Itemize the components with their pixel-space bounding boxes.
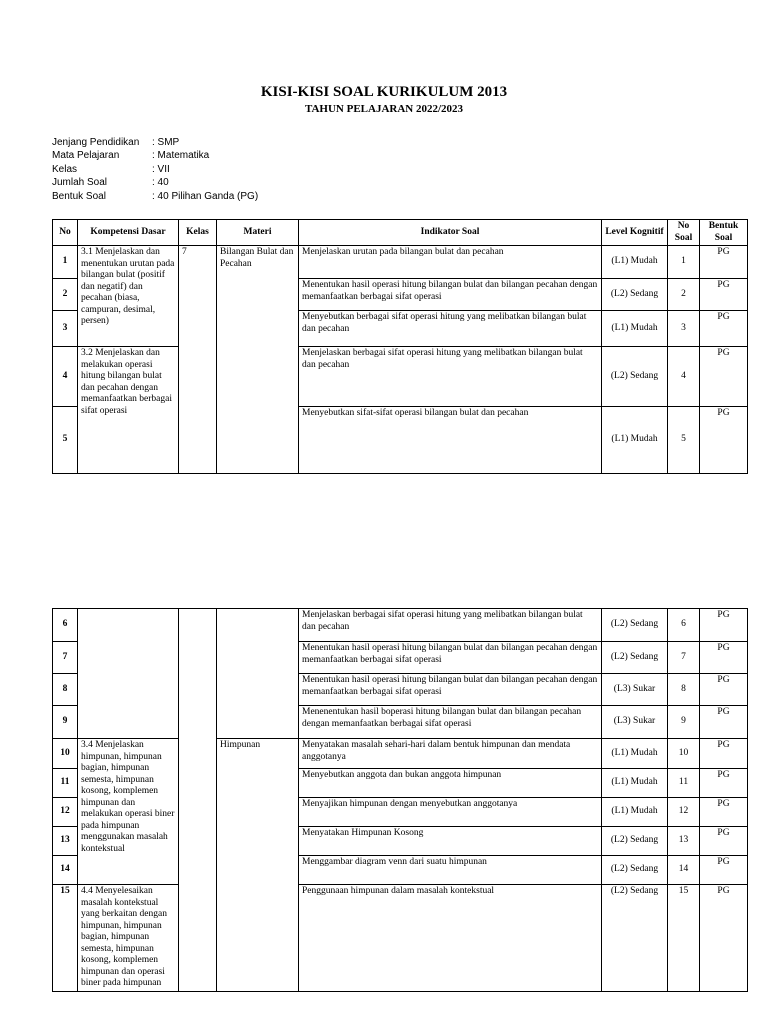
cell-bentuk: PG <box>700 407 748 474</box>
info-label: Bentuk Soal <box>52 190 106 202</box>
info-label: Mata Pelajaran <box>52 150 120 162</box>
cell-level: (L1) Mudah <box>602 311 668 347</box>
cell-no: 10 <box>53 739 78 769</box>
cell-indikator: Menyatakan masalah sehari-hari dalam bentuk himpunan dan mendata anggotanya <box>299 739 602 769</box>
cell-level: (L1) Mudah <box>602 769 668 798</box>
cell-no: 15 <box>53 885 78 992</box>
cell-indikator: Menentukan hasil operasi hitung bilangan bulat dan bilangan pecahan dengan memanfaatkan berbagai sifat operasi <box>299 279 602 311</box>
info-value: : 40 Pilihan Ganda (PG) <box>152 190 259 202</box>
info-block <box>52 136 258 203</box>
cell-indikator: Menjelaskan urutan pada bilangan bulat dan pecahan <box>299 246 602 279</box>
cell-no: 14 <box>53 856 78 885</box>
cell-indikator: Menyatakan Himpunan Kosong <box>299 827 602 856</box>
cell-kd: 3.4 Menjelaskan himpunan, himpunan bagian, himpunan semesta, himpunan kosong, komplemen himpunan dan melakukan operasi biner pada himpunan menggunakan masalah kontekstual <box>78 739 179 885</box>
info-row <box>52 136 258 149</box>
cell-nosoal: 11 <box>668 769 700 798</box>
cell-indikator: Menyebutkan sifat-sifat operasi bilangan bulat dan pecahan <box>299 407 602 474</box>
cell-indikator: Menjelaskan berbagai sifat operasi hitung yang melibatkan bilangan bulat dan pecahan <box>299 347 602 407</box>
kisi-table-page2 <box>52 608 748 992</box>
cell-bentuk: PG <box>700 642 748 674</box>
cell-nosoal: 13 <box>668 827 700 856</box>
cell-bentuk: PG <box>700 609 748 642</box>
info-label: Kelas <box>52 163 78 175</box>
info-value: : Matematika <box>152 150 210 162</box>
header-materi: Materi <box>217 220 299 246</box>
cell-level: (L1) Mudah <box>602 246 668 279</box>
cell-bentuk: PG <box>700 674 748 706</box>
cell-kd <box>78 609 179 739</box>
header-no: No <box>53 220 78 246</box>
cell-no: 7 <box>53 642 78 674</box>
cell-level: (L2) Sedang <box>602 885 668 992</box>
cell-level: (L1) Mudah <box>602 407 668 474</box>
info-value: : VII <box>152 163 170 175</box>
cell-indikator: Menyebutkan anggota dan bukan anggota himpunan <box>299 769 602 798</box>
cell-indikator: Menjelaskan berbagai sifat operasi hitung yang melibatkan bilangan bulat dan pecahan <box>299 609 602 642</box>
cell-bentuk: PG <box>700 279 748 311</box>
cell-nosoal: 4 <box>668 347 700 407</box>
cell-nosoal: 1 <box>668 246 700 279</box>
cell-indikator: Menggambar diagram venn dari suatu himpunan <box>299 856 602 885</box>
info-row <box>52 190 258 203</box>
table-row <box>53 885 748 992</box>
cell-indikator: Menentukan hasil operasi hitung bilangan bulat dan bilangan pecahan dengan memanfaatkan berbagai sifat operasi <box>299 642 602 674</box>
cell-kd: 4.4 Menyelesaikan masalah kontekstual yang berkaitan dengan himpunan, himpunan bagian, himpunan semesta, himpunan kosong, komplemen himpunan dan operasi biner pada himpunan <box>78 885 179 992</box>
cell-level: (L2) Sedang <box>602 279 668 311</box>
cell-nosoal: 12 <box>668 798 700 827</box>
cell-nosoal: 14 <box>668 856 700 885</box>
cell-bentuk: PG <box>700 246 748 279</box>
cell-bentuk: PG <box>700 706 748 739</box>
cell-nosoal: 6 <box>668 609 700 642</box>
cell-nosoal: 10 <box>668 739 700 769</box>
cell-indikator: Menenentukan hasil boperasi hitung bilangan bulat dan bilangan pecahan dengan memanfaatkan berbagai sifat operasi <box>299 706 602 739</box>
cell-level: (L2) Sedang <box>602 856 668 885</box>
info-row <box>52 163 258 176</box>
cell-level: (L1) Mudah <box>602 798 668 827</box>
page-title: KISI-KISI SOAL KURIKULUM 2013 <box>260 84 508 100</box>
cell-nosoal: 3 <box>668 311 700 347</box>
header-bentuk: Bentuk Soal <box>700 220 748 246</box>
info-value: : 40 <box>152 177 169 189</box>
cell-kd: 3.1 Menjelaskan dan menentukan urutan pada bilangan bulat (positif dan negatif) dan pecahan (biasa, campuran, desimal, persen) <box>78 246 179 347</box>
cell-no: 4 <box>53 347 78 407</box>
cell-no: 5 <box>53 407 78 474</box>
cell-nosoal: 2 <box>668 279 700 311</box>
cell-indikator: Menyebutkan berbagai sifat operasi hitung yang melibatkan bilangan bulat dan pecahan <box>299 311 602 347</box>
cell-nosoal: 15 <box>668 885 700 992</box>
info-label: Jumlah Soal <box>52 177 108 189</box>
cell-indikator: Menyajikan himpunan dengan menyebutkan anggotanya <box>299 798 602 827</box>
cell-materi <box>217 609 299 739</box>
cell-kelas: 7 <box>179 246 217 474</box>
table-row <box>53 347 748 407</box>
cell-nosoal: 7 <box>668 642 700 674</box>
kisi-table-page1 <box>52 219 748 474</box>
cell-level: (L3) Sukar <box>602 674 668 706</box>
cell-bentuk: PG <box>700 798 748 827</box>
info-value: : SMP <box>152 137 180 148</box>
cell-no: 3 <box>53 311 78 347</box>
cell-indikator: Penggunaan himpunan dalam masalah kontekstual <box>299 885 602 992</box>
cell-level: (L1) Mudah <box>602 739 668 769</box>
cell-bentuk: PG <box>700 769 748 798</box>
cell-materi: Bilangan Bulat dan Pecahan <box>217 246 299 474</box>
cell-bentuk: PG <box>700 347 748 407</box>
cell-level: (L3) Sukar <box>602 706 668 739</box>
cell-materi: Himpunan <box>217 739 299 992</box>
cell-kd: 3.2 Menjelaskan dan melakukan operasi hitung bilangan bulat dan pecahan dengan memanfaatkan berbagai sifat operasi <box>78 347 179 474</box>
cell-bentuk: PG <box>700 311 748 347</box>
page-subtitle: TAHUN PELAJARAN 2022/2023 <box>304 103 464 115</box>
cell-no: 1 <box>53 246 78 279</box>
cell-no: 2 <box>53 279 78 311</box>
cell-level: (L2) Sedang <box>602 827 668 856</box>
table-row <box>53 246 748 279</box>
cell-nosoal: 5 <box>668 407 700 474</box>
info-label: Jenjang Pendidikan <box>52 137 140 148</box>
header-kd: Kompetensi Dasar <box>78 220 179 246</box>
table-header-row <box>53 220 748 246</box>
cell-no: 9 <box>53 706 78 739</box>
cell-indikator: Menentukan hasil operasi hitung bilangan bulat dan bilangan pecahan dengan memanfaatkan berbagai sifat operasi <box>299 674 602 706</box>
cell-nosoal: 9 <box>668 706 700 739</box>
info-row <box>52 149 258 162</box>
cell-no: 8 <box>53 674 78 706</box>
header-kelas: Kelas <box>179 220 217 246</box>
cell-bentuk: PG <box>700 739 748 769</box>
cell-level: (L2) Sedang <box>602 642 668 674</box>
header-nosoal: No Soal <box>668 220 700 246</box>
info-row <box>52 176 258 189</box>
cell-bentuk: PG <box>700 885 748 992</box>
cell-no: 13 <box>53 827 78 856</box>
table-row <box>53 609 748 642</box>
cell-level: (L2) Sedang <box>602 347 668 407</box>
header-level: Level Kognitif <box>602 220 668 246</box>
cell-bentuk: PG <box>700 827 748 856</box>
cell-no: 6 <box>53 609 78 642</box>
header-indikator: Indikator Soal <box>299 220 602 246</box>
cell-no: 11 <box>53 769 78 798</box>
table-row <box>53 739 748 769</box>
cell-kelas <box>179 609 217 992</box>
cell-no: 12 <box>53 798 78 827</box>
cell-nosoal: 8 <box>668 674 700 706</box>
cell-bentuk: PG <box>700 856 748 885</box>
cell-level: (L2) Sedang <box>602 609 668 642</box>
